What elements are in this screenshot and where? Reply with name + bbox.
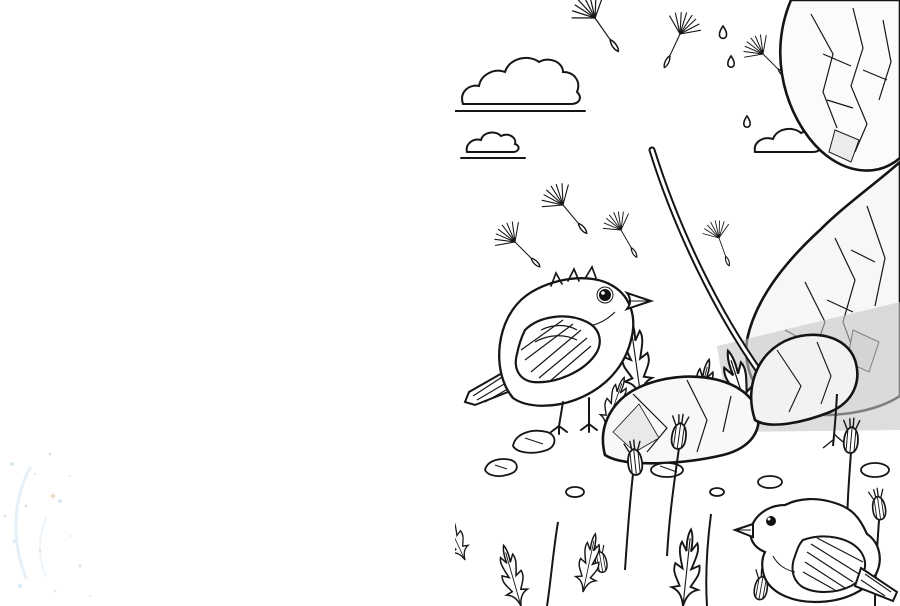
tiny-plus-mark bbox=[50, 493, 56, 499]
cloud bbox=[455, 58, 820, 158]
flower-leaves bbox=[455, 509, 704, 606]
sparrow-left-eye bbox=[599, 289, 611, 301]
illustration bbox=[455, 0, 900, 606]
rain-drops bbox=[719, 26, 750, 127]
sparrow-right-eye bbox=[766, 516, 776, 526]
right-page bbox=[455, 0, 900, 606]
watercolor-decor bbox=[0, 446, 110, 606]
sparrow-right-wing bbox=[793, 536, 866, 592]
